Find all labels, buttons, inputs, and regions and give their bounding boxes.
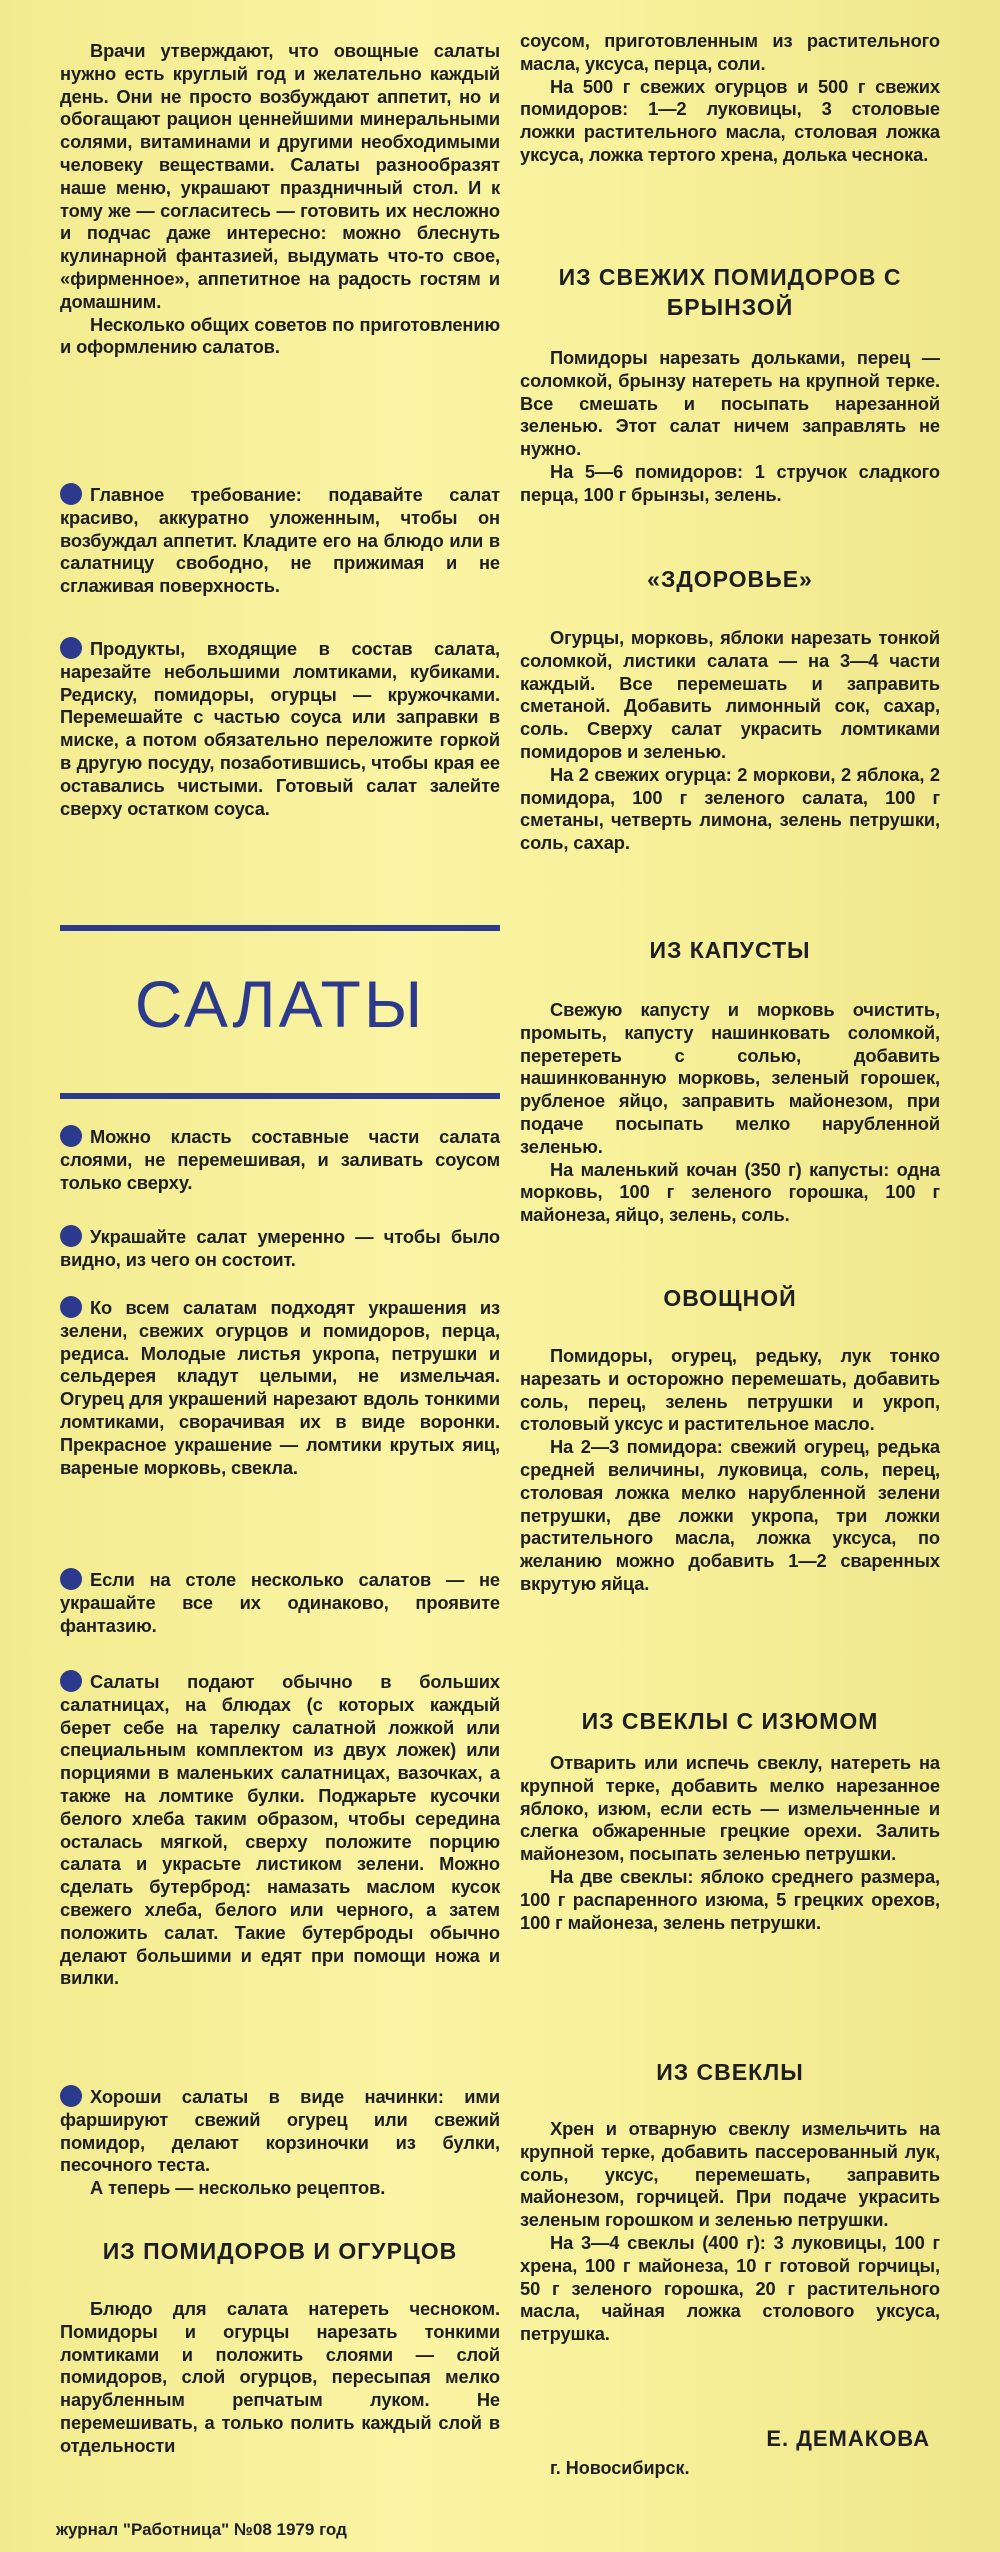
- tip-text: Главное требование: подавайте салат красиво, аккуратно уложенным, чтобы он возбуждал аппетит. Кладите его на блюдо или в салатницу свободно, не прижимая и не сглаживая поверхность.: [60, 484, 500, 597]
- recipe-title: ИЗ СВЕКЛЫ С ИЗЮМОМ: [581, 1708, 879, 1734]
- recipe-title: ИЗ СВЕКЛЫ: [656, 2059, 804, 2085]
- tip-text: Украшайте салат умеренно — чтобы было видно, из чего он состоит.: [60, 1226, 500, 1270]
- recipe-title: ОВОЩНОЙ: [663, 1285, 797, 1311]
- recipes-intro: А теперь — несколько рецептов.: [90, 2177, 386, 2199]
- recipe-ingredients: На 500 г свежих огурцов и 500 г свежих помидоров: 1—2 луковицы, 3 столовые ложки растительного масла, столовая ложка уксуса, ложка тертого хрена, долька чеснока.: [520, 75, 940, 165]
- recipe-ingredients: На 2 свежих огурца: 2 моркови, 2 яблока, 2 помидора, 100 г зеленого салата, 100 г сметаны, четверть лимона, зелень петрушки, соль, сахар.: [520, 763, 940, 854]
- intro-paragraph: Врачи утверждают, что овощные салаты нужно есть круглый год и желательно каждый день. Они не просто возбуждают аппетит, но и обогащают рацион ценнейшими минеральными солями, витаминами и другими необходимыми человеку веществами. Салаты разнообразят наше меню, украшают праздничный стол. И к тому же — согласитесь — готовить их несложно и подчас даже интересно: можно блеснуть кулинарной фантазией, выдумать что-то свое, «фирменное», аппетитное на радость гостям и домашним.: [60, 40, 500, 312]
- tip-item: [60, 483, 500, 598]
- recipe-text: Помидоры нарезать дольками, перец — соломкой, брынзу натереть на крупной терке. Все смешать и посыпать нарезанной зеленью. Этот салат ничем заправлять не нужно.: [520, 347, 940, 460]
- recipe-body: [520, 1345, 940, 1596]
- author-name: Е. ДЕМАКОВА: [766, 2426, 930, 2451]
- tip-text: Если на столе несколько салатов — не украшайте все их одинаково, проявите фантазию.: [60, 1569, 500, 1636]
- recipe-ingredients: На 2—3 помидора: свежий огурец, редька средней величины, луковица, соль, перец, столовая ложка мелко нарубленной зелени петрушки, две ложки укропа, три ложки растительного масла, ложка уксуса, по желанию можно добавить 1—2 сваренных вкрутую яйца.: [520, 1436, 940, 1594]
- author-city: г. Новосибирск.: [550, 2458, 690, 2478]
- recipe-body: [520, 999, 940, 1227]
- bullet-icon: [60, 1568, 82, 1590]
- recipe-title: «ЗДОРОВЬЕ»: [647, 566, 813, 592]
- intro-block: [60, 40, 500, 359]
- tip-text: Салаты подают обычно в больших салатницах, на блюдах (с которых каждый берет себе на тарелку салатной ложкой или специальным комплектом из двух ложек) или порциями в маленьких салатницах, вазочках, а также на ломтике булки. Поджарьте кусочки белого хлеба таким образом, чтобы середина осталась мягкой, сверху положите порцию салата и украсьте листиком зелени. Можно сделать бутерброд: намазать маслом кусок свежего хлеба, белого или черного, а затем положить салат. Такие бутерброды обычно делают большими и едят при помощи ножа и вилки.: [60, 1671, 500, 1989]
- bullet-icon: [60, 1670, 82, 1692]
- recipe-text: Помидоры, огурец, редьку, лук тонко нарезать и осторожно перемешать, добавить соль, перец, зелень петрушки и укроп, столовый уксус и растительное масло.: [520, 1345, 940, 1435]
- recipe-ingredients: На две свеклы: яблоко среднего размера, 100 г распаренного изюма, 5 грецких орехов, 100 г майонеза, зелень петрушки.: [520, 1865, 940, 1933]
- bullet-icon: [60, 637, 82, 659]
- title-rule-top: [60, 925, 500, 931]
- tip-text: Хороши салаты в виде начинки: ими фаршируют свежий огурец или свежий помидор, делают корзиночки из булки, песочного теста.: [60, 2086, 500, 2176]
- tip-item: [60, 1670, 500, 1990]
- recipe-body: [520, 627, 940, 855]
- tip-item: [60, 1568, 500, 1637]
- recipe-body: [520, 2118, 940, 2346]
- recipe-body: [520, 347, 940, 507]
- page-title: САЛАТЫ: [134, 967, 426, 1041]
- recipe-text: Отварить или испечь свеклу, натереть на крупной терке, добавить мелко нарезанное яблоко, изюм, если есть — измельченные и слегка обжаренные грецкие орехи. Залить майонезом, посыпать зеленью петрушки.: [520, 1752, 940, 1865]
- recipe-text: Огурцы, морковь, яблоки нарезать тонкой соломкой, листики салата — на 3—4 части каждый. Все перемешать и заправить сметаной. Добавить лимонный сок, сахар, соль. Сверху салат украсить ломтиками помидоров и зеленью.: [520, 627, 940, 762]
- tip-item: [60, 1125, 500, 1194]
- tip-item: [60, 1296, 500, 1479]
- recipe-text: соусом, приготовленным из растительного масла, уксуса, перца, соли.: [520, 30, 940, 74]
- recipe-body: [520, 30, 940, 167]
- tip-text: Ко всем салатам подходят украшения из зелени, свежих огурцов и помидоров, перца, редиса. Молодые листья укропа, петрушки и сельдерея кладут целыми, не измельчая. Огурец для украшений нарезают вдоль тонкими ломтиками, сворачивая их в виде воронки. Прекрасное украшение — ломтики крутых яиц, вареные морковь, свекла.: [60, 1297, 500, 1478]
- recipe-ingredients: На 5—6 помидоров: 1 стручок сладкого перца, 100 г брынзы, зелень.: [520, 460, 940, 505]
- recipe-body: [60, 2298, 500, 2458]
- title-rule-bottom: [60, 1093, 500, 1099]
- tip-item: [60, 637, 500, 820]
- intro-paragraph: Несколько общих советов по приготовлению и оформлению салатов.: [60, 313, 500, 358]
- recipe-title: ИЗ СВЕЖИХ ПОМИДОРОВ С БРЫНЗОЙ: [558, 264, 902, 320]
- recipe-title: ИЗ ПОМИДОРОВ И ОГУРЦОВ: [102, 2238, 458, 2264]
- recipe-ingredients: На 3—4 свеклы (400 г): 3 луковицы, 100 г хрена, 100 г майонеза, 10 г готовой горчицы, 50 г зеленого горошка, 20 г растительного масла, чайная ложка столового уксуса, петрушка.: [520, 2231, 940, 2345]
- bullet-icon: [60, 1125, 82, 1147]
- bullet-icon: [60, 1296, 82, 1318]
- recipe-text: Хрен и отварную свеклу измельчить на крупной терке, добавить пассерованный лук, соль, уксус, перемешать, заправить майонезом, горчицей. При подаче украсить зеленым горошком и зеленью петрушки.: [520, 2118, 940, 2231]
- tip-text: Можно класть составные части салата слоями, не перемешивая, и заливать соусом только сверху.: [60, 1126, 500, 1193]
- recipe-body: [520, 1752, 940, 1934]
- bullet-icon: [60, 483, 82, 505]
- recipe-title: ИЗ КАПУСТЫ: [649, 937, 811, 963]
- bullet-icon: [60, 2085, 82, 2107]
- tip-item: [60, 1225, 500, 1272]
- tip-item: [60, 2085, 500, 2200]
- source-caption: журнал "Работница" №08 1979 год: [56, 2520, 347, 2539]
- recipe-text: Свежую капусту и морковь очистить, промыть, капусту нашинковать соломкой, перетереть с солью, добавить нашинкованную морковь, зеленый горошек, рубленое яйцо, заправить майонезом, при подаче посыпать мелко нарубленной зеленью.: [520, 999, 940, 1157]
- tip-text: Продукты, входящие в состав салата, нарезайте небольшими ломтиками, кубиками. Редиску, помидоры, огурцы — кружочками. Перемешайте с частью соуса или заправки в миске, а потом обязательно переложите горкой в другую посуду, позаботившись, чтобы края ее оставались чистыми. Готовый салат залейте сверху остатком соуса.: [60, 638, 500, 819]
- recipe-ingredients: На маленький кочан (350 г) капусты: одна морковь, 100 г зеленого горошка, 100 г майонеза, яйцо, зелень, соль.: [520, 1158, 940, 1226]
- recipe-text: Блюдо для салата натереть чесноком. Помидоры и огурцы нарезать тонкими ломтиками и положить слоями — слой помидоров, слой огурцов, пересыпая мелко нарубленным репчатым луком. Не перемешивать, а только полить каждый слой в отдельности: [60, 2298, 500, 2456]
- bullet-icon: [60, 1225, 82, 1247]
